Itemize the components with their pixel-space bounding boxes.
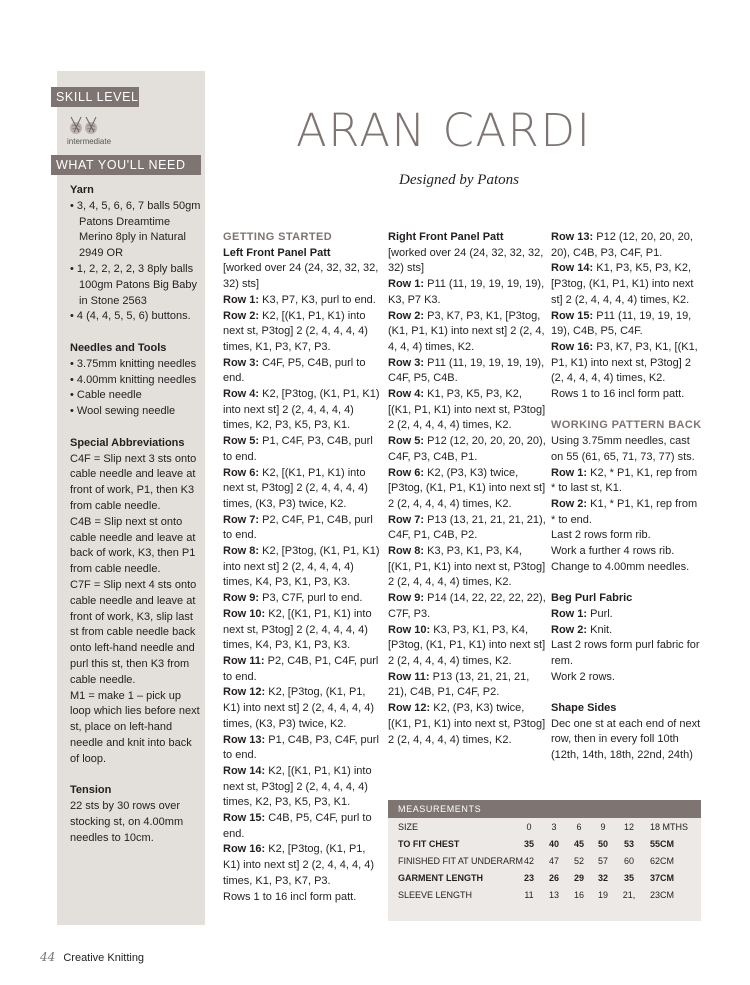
subheading-right-front: Right Front Panel Patt <box>388 231 504 243</box>
abbreviation-item: M1 = make 1 – pick up loop which lies before next st, place on left-hand needle and knit into back of loop. <box>70 689 200 765</box>
table-row <box>388 853 701 870</box>
measurement-value: 35 <box>623 873 634 883</box>
row-label: Row 3: <box>223 356 260 369</box>
row-label: Row 16: <box>223 843 266 856</box>
pattern-row <box>223 356 383 387</box>
measurement-value: 47 <box>548 856 559 866</box>
measurement-label: SIZE <box>398 822 419 832</box>
pattern-row <box>551 340 703 387</box>
measurement-value: 50 <box>597 839 608 849</box>
section-heading-working-back: WORKING PATTERN BACK <box>551 419 702 432</box>
pattern-row <box>223 434 383 465</box>
row-label: Row 8: <box>223 545 260 558</box>
row-label: Row 9: <box>388 592 425 605</box>
measurement-value: 23 <box>523 873 534 883</box>
abbreviations-heading: Special Abbreviations <box>70 436 185 449</box>
row-text: K2, [P3tog, (K1, P1, K1) into next st] 2 (2, 4, 4, 4, 4) times, K4, P3, K1, P3, K3. <box>223 545 380 589</box>
measurement-value: 55CM <box>650 839 675 849</box>
pattern-row <box>223 591 383 607</box>
pattern-row <box>388 356 548 387</box>
row-label: Row 11: <box>388 670 430 683</box>
row-label: Row 4: <box>223 388 260 401</box>
measurement-value: 12 <box>623 822 634 832</box>
pattern-row <box>223 764 383 811</box>
pattern-row <box>551 309 703 340</box>
list-item: • 1, 2, 2, 2, 2, 3 8ply balls 100gm Patons Big Baby in Stone 2563 <box>70 262 198 307</box>
measurement-label: TO FIT CHEST <box>398 839 460 849</box>
measurement-value: 57 <box>597 856 608 866</box>
row-list <box>223 293 383 890</box>
measurement-value: 11 <box>524 890 534 900</box>
measurement-value: 3 <box>551 822 557 832</box>
measurement-value: 0 <box>526 822 532 832</box>
column-back <box>551 230 703 764</box>
pattern-row <box>223 544 383 591</box>
pattern-row <box>223 685 383 732</box>
measurement-value: 40 <box>548 839 559 849</box>
row-label: Row 9: <box>223 592 260 605</box>
measurements-rows <box>388 819 701 904</box>
row-label: Row 10: <box>223 607 266 620</box>
column-left-front <box>223 230 383 905</box>
measurement-value: 19 <box>597 890 608 900</box>
table-row <box>388 819 701 836</box>
measurement-value: 18 MTHS <box>650 822 689 832</box>
row-list <box>551 607 703 638</box>
row-text: P3, K7, P3, K1, [P3tog, (K1, P1, K1) into next st] 2 (2, 4, 4, 4, 4) times, K2. <box>388 309 545 353</box>
row-text: K1, P3, K5, P3, K2, [P3tog, (K1, P1, K1) into next st] 2 (2, 4, 4, 4, 4) times, K2. <box>551 262 694 306</box>
measurement-label: FINISHED FIT AT UNDERARM <box>398 856 524 866</box>
measurement-label: SLEEVE LENGTH <box>398 890 473 900</box>
yarn-list <box>70 199 202 325</box>
pattern-row <box>551 466 703 497</box>
pattern-row <box>388 513 548 544</box>
row-text: K2, (P3, K3) twice, [P3tog, (K1, P1, K1) into next st] 2 (2, 4, 4, 4, 4) times, K2. <box>388 466 546 510</box>
row-label: Row 5: <box>223 435 260 448</box>
measurement-value: 16 <box>573 890 584 900</box>
pattern-row <box>388 701 548 748</box>
row-label: Row 6: <box>223 466 260 479</box>
row-label: Row 14: <box>223 764 266 777</box>
row-label: Row 2: <box>551 623 588 636</box>
row-text: K2, [P3tog, (K1, P1, K1) into next st] 2 (2, 4, 4, 4, 4) times, K2, P3, K5, P3, K1. <box>223 388 380 432</box>
skill-level-text: intermediate <box>67 137 112 146</box>
row-label: Row 11: <box>223 654 265 667</box>
row-text: P13 (13, 21, 21, 21, 21), C4F, P1, C4B, P2. <box>388 513 546 542</box>
measurement-label: GARMENT LENGTH <box>398 873 483 883</box>
list-item: • 4 (4, 4, 5, 5, 6) buttons. <box>70 310 191 323</box>
row-label: Row 1: <box>223 293 260 306</box>
row-text: K2, [P3tog, (K1, P1, K1) into next st] 2 (2, 4, 4, 4, 4) times, K1, P3, K7, P3. <box>223 843 375 887</box>
subheading-shape-sides: Shape Sides <box>551 702 617 715</box>
row-text: P1, C4F, P3, C4B, purl to end. <box>223 435 373 463</box>
list-item: • Wool sewing needle <box>70 405 176 418</box>
pattern-row <box>223 733 383 764</box>
pattern-row <box>388 309 548 356</box>
section-heading-getting-started: GETTING STARTED <box>223 231 333 243</box>
page-footer <box>40 950 144 964</box>
measurement-value: 62CM <box>650 856 675 866</box>
panel-intro: [worked over 24 (24, 32, 32, 32, 32) sts] <box>388 246 544 275</box>
row-text: P11 (11, 19, 19, 19, 19), C4F, P5, C4B. <box>388 356 545 385</box>
row-text: P11 (11, 19, 19, 19, 19), C4B, P5, C4F. <box>551 309 692 338</box>
row-text: K2, [P3tog, (K1, P1, K1) into next st] 2 (2, 4, 4, 4, 4) times, (K3, P3) twice, K2. <box>223 686 375 730</box>
row-text: Knit. <box>587 623 613 636</box>
subheading-left-front: Left Front Panel Patt <box>223 246 331 259</box>
materials-list <box>70 183 202 846</box>
row-text: P13 (13, 21, 21, 21, 21), C4B, P1, C4F, P2. <box>388 670 530 699</box>
row-label: Row 1: <box>551 466 588 479</box>
row-label: Row 2: <box>388 309 425 322</box>
pattern-row <box>551 497 703 528</box>
back-text: Work a further 4 rows rib. Change to 4.00mm needles. <box>551 545 690 573</box>
row-text: K1, * P1, K1, rep from * to end. <box>551 497 698 526</box>
panel-outro: Rows 1 to 16 incl form patt. <box>223 890 357 903</box>
pattern-row <box>551 607 703 623</box>
publication-name: Creative Knitting <box>63 952 145 964</box>
panel-intro: [worked over 24 (24, 32, 32, 32, 32) sts] <box>223 262 379 291</box>
measurement-value: 29 <box>573 873 584 883</box>
row-label: Row 13: <box>223 733 266 746</box>
row-text: P12 (12, 20, 20, 20, 20), C4B, P3, C4F, P1. <box>551 231 693 259</box>
measurement-value: 60 <box>623 856 634 866</box>
row-text: K2, (P3, K3) twice, [(K1, P1, K1) into next st, P3tog] 2 (2, 4, 4, 4, 4) times, K2. <box>388 702 546 746</box>
abbreviation-item: C4B = Slip next st onto cable needle and leave at back of work, K3, then P1 from cable needle. <box>70 515 196 576</box>
list-item: • Cable needle <box>70 389 142 402</box>
row-text: K3, P7, K3, purl to end. <box>259 293 376 306</box>
row-label: Row 15: <box>551 309 594 322</box>
abbreviation-item: C4F = Slip next 3 sts onto cable needle and leave at front of work, P1, then K3 from cable needle. <box>70 452 197 512</box>
row-text: C4B, P5, C4F, purl to end. <box>223 812 372 840</box>
row-label: Row 16: <box>551 340 594 353</box>
row-text: P2, C4B, P1, C4F, purl to end. <box>223 654 379 683</box>
measurement-value: 21, <box>622 890 636 900</box>
row-label: Row 3: <box>388 356 425 369</box>
row-label: Row 7: <box>223 513 260 526</box>
pattern-row <box>223 654 383 685</box>
row-text: K3, P3, K1, P3, K4, [(K1, P1, K1) into next st, P3tog] 2 (2, 4, 4, 4, 4) times, K2. <box>388 545 546 589</box>
measurement-value: 42 <box>523 856 534 866</box>
measurement-value: 13 <box>548 890 559 900</box>
pattern-row <box>223 466 383 513</box>
pattern-row <box>551 261 703 308</box>
table-row <box>388 870 701 887</box>
measurement-value: 45 <box>573 839 584 849</box>
row-label: Row 2: <box>551 497 588 510</box>
row-label: Row 2: <box>223 309 260 322</box>
row-label: Row 8: <box>388 545 425 558</box>
row-text: P2, C4F, P1, C4B, purl to end. <box>223 513 373 542</box>
pattern-row <box>388 277 548 308</box>
tension-text: 22 sts by 30 rows over stocking st, on 4.00mm needles to 10cm. <box>70 800 184 844</box>
pattern-row <box>388 544 548 591</box>
tools-list <box>70 357 202 420</box>
table-row <box>388 836 701 853</box>
row-label: Row 1: <box>388 278 425 291</box>
pattern-row <box>388 434 548 465</box>
pattern-row <box>223 513 383 544</box>
panel-outro: Rows 1 to 16 incl form patt. <box>551 388 685 401</box>
row-text: P14 (14, 22, 22, 22, 22), C7F, P3. <box>388 592 546 620</box>
measurement-value: 9 <box>600 822 606 832</box>
tools-heading: Needles and Tools <box>70 341 167 354</box>
measurement-value: 32 <box>597 873 608 883</box>
row-text: K3, P3, K1, P3, K4, [P3tog, (K1, P1, K1) into next st] 2 (2, 4, 4, 4, 4) times, K2. <box>388 623 546 667</box>
row-text: P1, C4B, P3, C4F, purl to end. <box>223 733 379 762</box>
designer-credit: Designed by Patons <box>399 172 519 188</box>
measurement-value: 53 <box>623 839 634 849</box>
measurement-value: 52 <box>573 856 584 866</box>
page-number: 44 <box>40 950 56 964</box>
pattern-row <box>388 466 548 513</box>
row-text: K1, P3, K5, P3, K2, [(K1, P1, K1) into next st, P3tog] 2 (2, 4, 4, 4, 4) times, K2. <box>388 388 546 432</box>
measurements-table <box>388 800 701 921</box>
row-text: K2, * P1, K1, rep from * to last st, K1. <box>551 466 698 495</box>
list-item: • 3, 4, 5, 6, 6, 7 balls 50gm Patons Dreamtime Merino 8ply in Natural 2949 OR <box>70 199 201 260</box>
row-label: Row 6: <box>388 466 425 479</box>
row-list <box>388 277 548 748</box>
row-label: Row 12: <box>223 686 266 699</box>
measurement-value: 37CM <box>650 873 675 883</box>
pattern-row <box>388 387 548 434</box>
subheading-purl-fabric: Beg Purl Fabric <box>551 592 633 605</box>
pattern-row <box>223 811 383 842</box>
row-text: P11 (11, 19, 19, 19, 19), K3, P7 K3. <box>388 278 545 306</box>
row-label: Row 1: <box>551 607 588 620</box>
pattern-row <box>551 230 703 261</box>
row-label: Row 14: <box>551 262 594 275</box>
abbreviation-item: C7F = Slip next 4 sts onto cable needle and leave at front of work, K3, slip last st from cable needle back onto left-hand needle and purl this st, then K3 from cable needle. <box>70 578 197 686</box>
pattern-row <box>388 591 548 622</box>
row-label: Row 13: <box>551 231 594 243</box>
row-label: Row 15: <box>223 812 266 825</box>
back-text: Last 2 rows form rib. <box>551 529 651 542</box>
row-text: P12 (12, 20, 20, 20, 20), C4F, P3, C4B, P1. <box>388 435 546 463</box>
row-text: K2, [(K1, P1, K1) into next st, P3tog] 2 (2, 4, 4, 4, 4) times, K4, P3, K1, P3, K3. <box>223 607 372 652</box>
row-text: C4F, P5, C4B, purl to end. <box>223 356 366 385</box>
shape-sides-text: Dec one st at each end of next row, then in every foll 10th (12th, 14th, 18th, 22nd, 24th) <box>551 717 701 762</box>
row-text: Purl. <box>587 607 613 620</box>
row-text: P3, K7, P3, K1, [(K1, P1, K1) into next st, P3tog] 2 (2, 4, 4, 4, 4) times, K2. <box>551 340 698 385</box>
pattern-row <box>223 387 383 434</box>
column-right-front <box>388 230 548 748</box>
tension-heading: Tension <box>70 784 112 797</box>
pattern-row <box>223 309 383 356</box>
measurements-heading: MEASUREMENTS <box>388 800 701 818</box>
table-row <box>388 887 701 904</box>
pattern-row <box>223 607 383 654</box>
pattern-row <box>551 623 703 639</box>
measurement-value: 23CM <box>650 890 675 900</box>
yarn-heading: Yarn <box>70 184 94 196</box>
list-item: • 3.75mm knitting needles <box>70 357 197 370</box>
pattern-row <box>223 842 383 889</box>
list-item: • 4.00mm knitting needles <box>70 373 197 386</box>
row-text: K2, [(K1, P1, K1) into next st, P3tog] 2 (2, 4, 4, 4, 4) times, K2, P3, K5, P3, K1. <box>223 764 372 809</box>
purl-text: Work 2 rows. <box>551 670 615 683</box>
row-label: Row 10: <box>388 623 431 636</box>
row-label: Row 7: <box>388 513 425 526</box>
row-text: K2, [(K1, P1, K1) into next st, P3tog] 2 (2, 4, 4, 4, 4) times, K1, P3, K7, P3. <box>223 309 368 353</box>
row-label: Row 12: <box>388 702 431 715</box>
row-label: Row 4: <box>388 388 425 401</box>
skill-level-tag: SKILL LEVEL <box>51 87 139 107</box>
pattern-row <box>223 293 383 309</box>
row-text: P3, C7F, purl to end. <box>259 592 363 605</box>
row-label: Row 5: <box>388 435 425 448</box>
back-intro: Using 3.75mm needles, cast on 55 (61, 65, 71, 73, 77) sts. <box>551 435 695 463</box>
row-text: K2, [(K1, P1, K1) into next st, P3tog] 2 (2, 4, 4, 4, 4) times, (K3, P3) twice, K2. <box>223 466 368 510</box>
row-list <box>551 466 703 529</box>
purl-text: Last 2 rows form purl fabric for rem. <box>551 639 700 667</box>
measurement-value: 26 <box>548 873 559 883</box>
measurement-value: 35 <box>523 839 534 849</box>
pattern-row <box>388 623 548 670</box>
row-list <box>551 230 703 387</box>
what-you-need-tag: WHAT YOU'LL NEED <box>51 155 201 175</box>
pattern-row <box>388 670 548 701</box>
measurement-value: 6 <box>576 822 582 832</box>
page-title: ARAN CARDI <box>296 104 592 157</box>
